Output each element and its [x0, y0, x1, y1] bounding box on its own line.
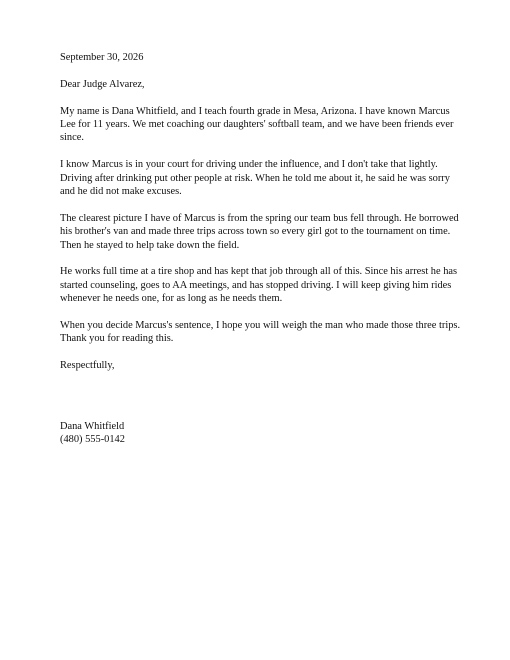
paragraph-line: Lee for 11 years. We met coaching our daughters' softball team, and we have been friends ever [60, 119, 454, 130]
body-paragraph-2 [60, 158, 450, 198]
spacer [60, 198, 450, 211]
paragraph-line: When you decide Marcus's sentence, I hope you will weigh the man who made those three trips. [60, 320, 461, 332]
signature-space [60, 373, 450, 420]
paragraph-line: My name is Dana Whitfield, and I teach fourth grade in Mesa, Arizona. I have known Marcus [60, 105, 450, 117]
paragraph-line: He works full time at a tire shop and has kept that job through all of this. Since his arrest he has [60, 266, 458, 278]
body-paragraph-3 [60, 212, 459, 252]
paragraph-line: Driving after drinking put other people at risk. When he told me about it, he said he was sorry [60, 172, 450, 184]
spacer [60, 64, 450, 77]
paragraph-line: and he did not make excuses. [60, 186, 182, 198]
paragraph-line: whenever he needs one, for as long as he needs them. [60, 293, 283, 305]
spacer [60, 306, 450, 319]
body-paragraph-4 [60, 265, 458, 305]
signer-name: Dana Whitfield [60, 420, 125, 432]
paragraph-line: since. [60, 132, 84, 144]
closing: Respectfully, [60, 360, 115, 372]
spacer [60, 91, 450, 104]
paragraph-line: Then he stayed to help take down the field. [60, 239, 240, 251]
letter-date: September 30, 2026 [60, 52, 144, 63]
spacer [60, 346, 450, 359]
body-paragraph-1 [60, 105, 454, 145]
spacer [60, 145, 450, 158]
salutation: Dear Judge Alvarez, [60, 78, 145, 90]
signer-phone: (480) 555-0142 [60, 434, 125, 446]
paragraph-line: I know Marcus is in your court for driving under the influence, and I don't take that lightly. [60, 159, 438, 171]
paragraph-line: Thank you for reading this. [60, 333, 174, 345]
paragraph-line: The clearest picture I have of Marcus is from the spring our team bus fell through. He borrowed [60, 212, 459, 224]
spacer [60, 252, 450, 265]
paragraph-line: his brother's van and made three trips across town so every girl got to the tournament on time. [60, 226, 451, 238]
body-paragraph-5 [60, 319, 461, 346]
paragraph-line: started counseling, goes to AA meetings, and has stopped driving. I will keep giving him rides [60, 279, 452, 291]
